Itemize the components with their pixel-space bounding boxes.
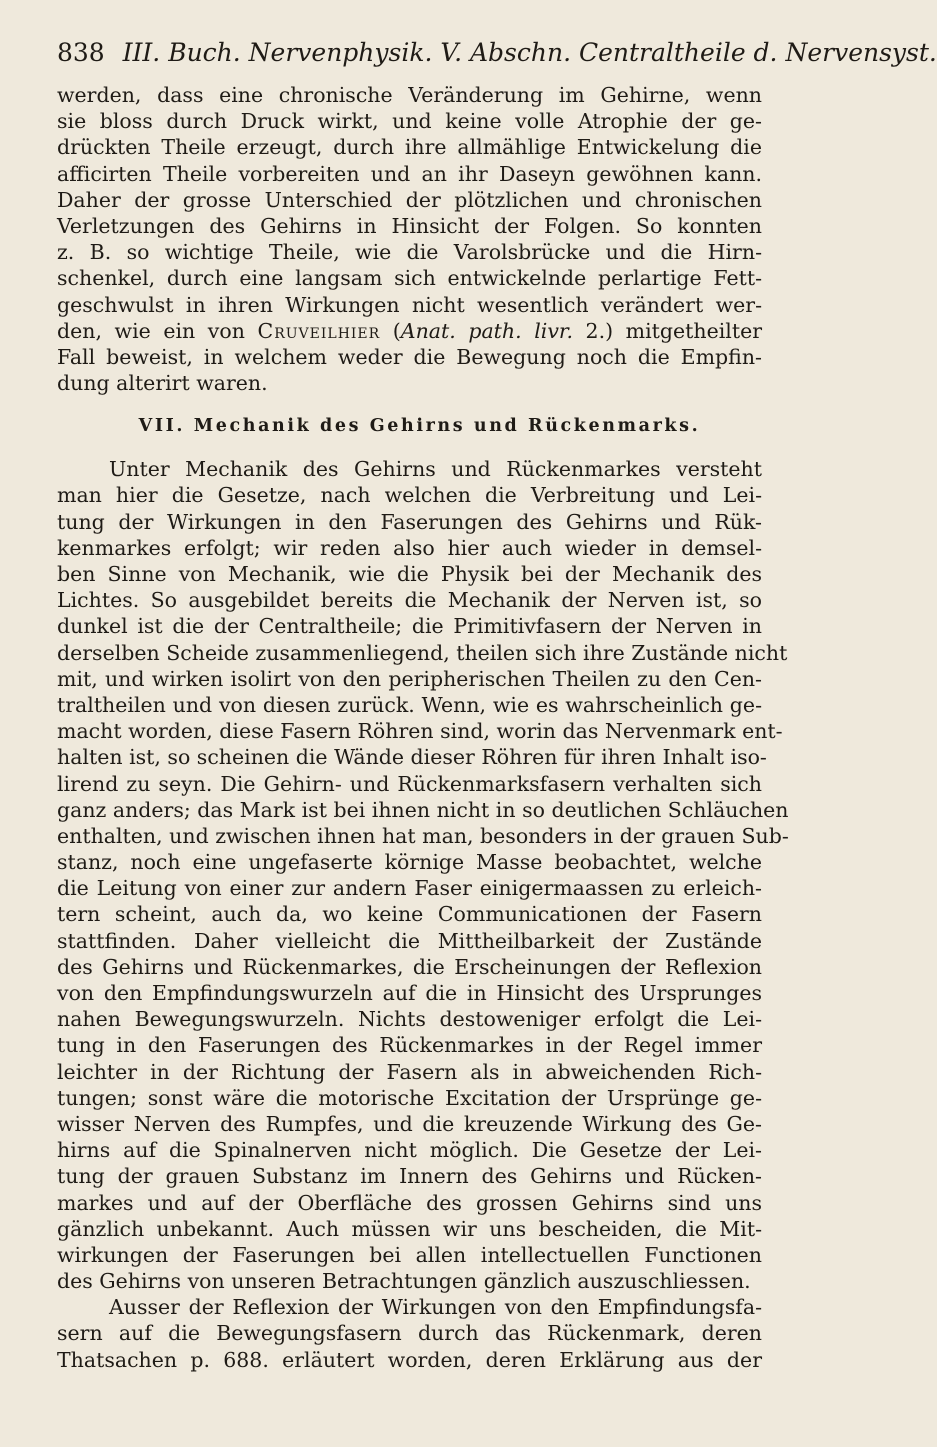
text-line: gänzlich unbekannt. Auch müssen wir uns bescheiden, die Mit- — [57, 1216, 762, 1241]
text-line: dunkel ist die der Centraltheile; die Primitivfasern der Nerven in — [57, 614, 762, 639]
text-line: drückten Theile erzeugt, durch ihre allmählige Entwickelung die — [57, 135, 762, 160]
text-line: sern auf die Bewegungsfasern durch das Rückenmark, deren — [57, 1321, 762, 1346]
text-line: dung alterirt waren. — [57, 371, 268, 396]
text-line: geschwulst in ihren Wirkungen nicht wesentlich verändert wer- — [57, 292, 762, 317]
page-header — [57, 38, 937, 68]
text-line: wirkungen der Faserungen bei allen intellectuellen Functionen — [57, 1242, 762, 1267]
text-line: stanz, noch eine ungefaserte körnige Masse beobachtet, welche — [57, 850, 762, 875]
text-line: stattfinden. Daher vielleicht die Mittheilbarkeit der Zustände — [57, 928, 762, 953]
text-line: des Gehirns von unseren Betrachtungen gänzlich auszuschliessen. — [57, 1269, 751, 1294]
text-line: des Gehirns und Rückenmarkes, die Erscheinungen der Reflexion — [57, 954, 762, 979]
text-line: sie bloss durch Druck wirkt, und keine volle Atrophie der ge- — [57, 109, 762, 134]
text-line: markes und auf der Oberfläche des grossen Gehirns sind uns — [57, 1190, 762, 1215]
text-line: tung in den Faserungen des Rückenmarkes in der Regel immer — [57, 1033, 762, 1058]
text-line: traltheilen und von diesen zurück. Wenn, wie es wahrscheinlich ge- — [57, 692, 762, 717]
text-line: afficirten Theile vorbereiten und an ihr Daseyn gewöhnen kann. — [57, 161, 762, 186]
text-line: kenmarkes erfolgt; wir reden also hier auch wieder in demsel- — [57, 535, 762, 560]
text-fragment: den, wie ein von — [57, 318, 258, 343]
text-line: wisser Nerven des Rumpfes, und die kreuzende Wirkung des Ge- — [57, 1111, 762, 1136]
text-line: tung der Wirkungen in den Faserungen des Gehirns und Rük- — [57, 509, 762, 534]
text-line: z. B. so wichtige Theile, wie die Varolsbrücke und die Hirn- — [57, 240, 762, 265]
text-line: die Leitung von einer zur andern Faser einigermaassen zu erleich- — [57, 876, 762, 901]
text-line: hirns auf die Spinalnerven nicht möglich. Die Gesetze der Lei- — [57, 1138, 762, 1163]
page-number: 838 — [57, 38, 105, 67]
text-line: Lichtes. So ausgebildet bereits die Mechanik der Nerven ist, so — [57, 588, 762, 613]
text-fragment: ( — [380, 318, 401, 343]
page-body — [57, 82, 789, 1373]
text-line: tungen; sonst wäre die motorische Excitation der Ursprünge ge- — [57, 1085, 762, 1110]
text-line: halten ist, so scheinen die Wände dieser Röhren für ihren Inhalt iso- — [57, 745, 767, 770]
paragraph-3 — [57, 1294, 762, 1373]
text-line: enthalten, und zwischen ihnen hat man, besonders in der grauen Sub- — [57, 823, 789, 848]
section-heading: VII. Mechanik des Gehirns und Rückenmarks. — [138, 416, 701, 437]
text-line: tern scheint, auch da, wo keine Communicationen der Fasern — [57, 902, 762, 927]
text-line: schenkel, durch eine langsam sich entwickelnde perlartige Fett- — [57, 266, 762, 291]
text-line: Verletzungen des Gehirns in Hinsicht der Folgen. So konnten — [57, 213, 762, 238]
running-head: III. Buch. Nervenphysik. V. Abschn. Centraltheile d. Nervensyst. — [122, 38, 937, 67]
text-line: derselben Scheide zusammenliegend, theilen sich ihre Zustände nicht — [57, 640, 788, 665]
text-line: macht worden, diese Fasern Röhren sind, worin das Nervenmark ent- — [57, 719, 783, 744]
text-line: ganz anders; das Mark ist bei ihnen nicht in so deutlichen Schläuchen — [57, 797, 789, 822]
author-name: Cruveilhier — [257, 318, 381, 343]
text-line: Fall beweist, in welchem weder die Bewegung noch die Empfin- — [57, 344, 762, 369]
text-line: werden, dass eine chronische Veränderung im Gehirne, wenn — [57, 83, 762, 107]
text-line: Ausser der Reflexion der Wirkungen von den Empfindungsfa- — [109, 1295, 762, 1320]
text-line: von den Empfindungswurzeln auf die in Hinsicht des Ursprunges — [57, 981, 762, 1005]
text-line: lirend zu seyn. Die Gehirn- und Rückenmarksfasern verhalten sich — [57, 771, 762, 796]
paragraph-2 — [57, 456, 789, 1294]
text-line: Unter Mechanik des Gehirns und Rückenmarkes versteht — [109, 457, 762, 482]
text-line: ben Sinne von Mechanik, wie die Physik bei der Mechanik des — [57, 562, 762, 586]
text-line: nahen Bewegungswurzeln. Nichts destoweniger erfolgt die Lei- — [57, 1007, 762, 1032]
text-line: Thatsachen p. 688. erläutert worden, deren Erklärung aus der — [57, 1347, 762, 1372]
paragraph-1 — [57, 82, 762, 396]
text-line: man hier die Gesetze, nach welchen die Verbreitung und Lei- — [57, 483, 762, 508]
citation-title: Anat. path. livr. — [400, 318, 573, 343]
text-line: Daher der grosse Unterschied der plötzlichen und chronischen — [57, 187, 762, 212]
text-line: mit, und wirken isolirt von den peripherischen Theilen zu den Cen- — [57, 666, 762, 691]
text-line: leichter in der Richtung der Fasern als in abweichenden Rich- — [57, 1059, 762, 1084]
text-line-citation — [57, 318, 762, 344]
text-fragment: 2.) mitgetheilter — [572, 318, 763, 343]
text-line: tung der grauen Substanz im Innern des Gehirns und Rücken- — [57, 1164, 762, 1189]
